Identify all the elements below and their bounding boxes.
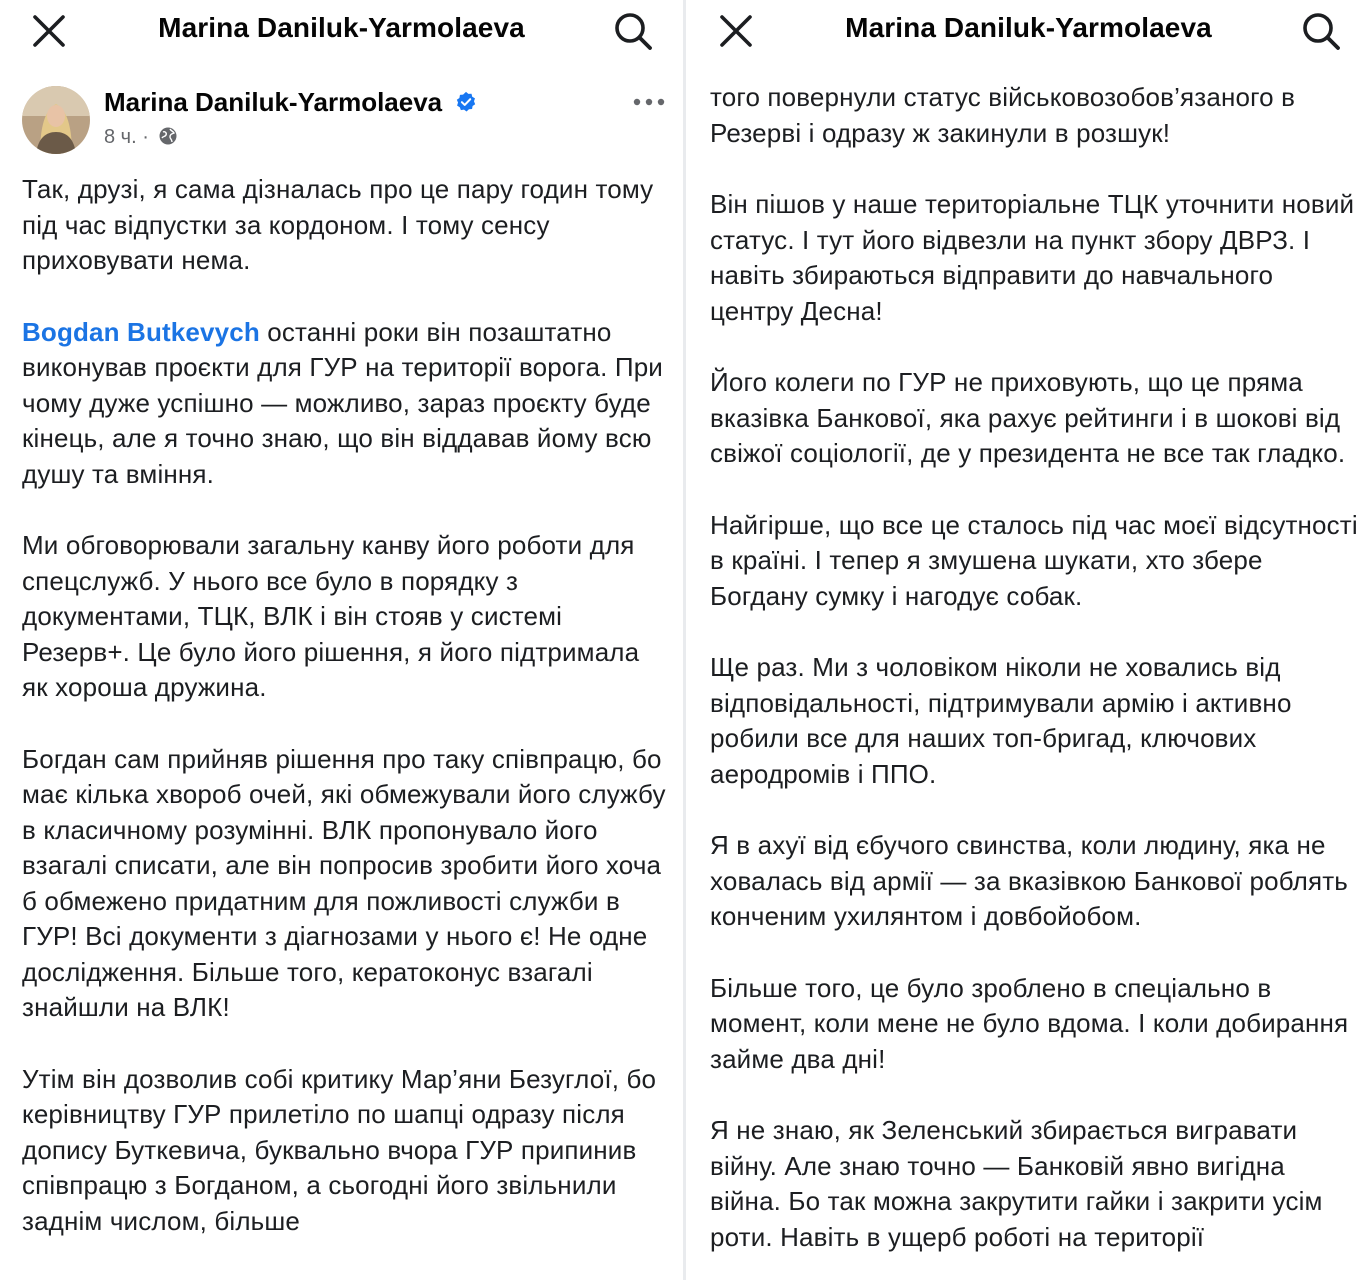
post-paragraph: Bogdan Butkevych останні роки він позаштатно виконував проєкти для ГУР на території ворога. При чому дуже успішно — можливо, зараз проєкту буде кінець, але я точно знаю, що він віддавав йому всю душу та вміння. <box>22 316 663 489</box>
post-body <box>710 80 1360 1280</box>
more-options-icon[interactable] <box>632 96 666 108</box>
avatar[interactable] <box>22 86 90 154</box>
post-meta <box>104 126 178 149</box>
post-paragraph: Я не знаю, як Зеленський збирається вигравати війну. Але знаю точно — Банковій явно вигідна війна. Бо так можна закрутити гайки і закрити усім роти. Навіть в ущерб роботі на території <box>710 1115 1323 1252</box>
search-icon[interactable] <box>1300 10 1342 52</box>
post-paragraph: Утім він дозволив собі критику Мар’яни Безуглої, бо керівництву ГУР прилетіло по шапці одразу після допису Буткевича, буквально вчора ГУР припинив співпрацю з Богданом, а сьогодні його звільнили заднім числом, більше <box>22 1063 657 1236</box>
post-paragraph: Найгірше, що все це сталось під час моєї відсутності в країні. І тепер я змушена шукати, хто збере Богдану сумку і нагодує собак. <box>710 509 1358 611</box>
post-paragraph: Його колеги по ГУР не приховують, що це пряма вказівка Банкової, яка рахує рейтинги і в шокові від свіжої соціології, де у президента не все так гладко. <box>710 367 1346 468</box>
post-body <box>22 172 670 1275</box>
post-paragraph: Він пішов у наше територіальне ТЦК уточнити новий статус. І тут його відвезли на пункт збору ДВРЗ. І навіть збираються відправити до навчального центру Десна! <box>710 189 1355 326</box>
post-paragraph: Ще раз. Ми з чоловіком ніколи не ховались від відповідальності, підтримували армію і активно робили все для наших топ-бригад, ключових аеродромів і ППО. <box>710 652 1292 789</box>
post-paragraph: того повернули статус військовозобов’язаного в Резерві і одразу ж закинули в розшук! <box>710 82 1296 148</box>
post-paragraph: Ми обговорювали загальну канву його роботи для спецслужб. У нього все було в порядку з документами, ТЦК, ВЛК і він стояв у системі Резерв+. Це було його рішення, я його підтримала як хороша дружина. <box>22 530 640 702</box>
globe-icon <box>158 126 178 146</box>
top-bar <box>686 0 1371 62</box>
right-screenshot-panel <box>686 0 1371 1280</box>
post-author-row <box>0 82 683 162</box>
header-title: Marina Daniluk-Yarmolaeva <box>845 12 1212 43</box>
post-paragraph: Я в ахуї від єбучого свинства, коли людину, яка не ховалась від армії — за вказівкою Банкової роблять конченим ухилянтом і довбойобом. <box>710 830 1348 931</box>
author-name[interactable]: Marina Daniluk-Yarmolaeva <box>104 87 477 118</box>
mention-link[interactable]: Bogdan Butkevych <box>22 316 260 347</box>
post-paragraph: Так, друзі, я сама дізналась про це пару годин тому під час відпустки за кордоном. І тому сенсу приховувати нема. <box>22 174 654 275</box>
search-icon[interactable] <box>612 10 654 52</box>
verified-badge-icon <box>455 91 477 113</box>
header-title: Marina Daniluk-Yarmolaeva <box>158 12 525 43</box>
post-paragraph: Богдан сам прийняв рішення про таку співпрацю, бо має кілька хвороб очей, які обмежували його службу в класичному розумінні. ВЛК пропонувало його взагалі списати, але він попросив зробити його хоча б обмежено придатним для пожливості служби в ГУР! Всі документи з діагнозами у нього є! Не одне дослідження. Більше того, кератоконус взагалі знайшли на ВЛК! <box>22 743 666 1022</box>
post-paragraph: Більше того, це було зроблено в спеціально в момент, коли мене не було вдома. І коли добирання займе два дні! <box>710 972 1349 1074</box>
post-time[interactable]: 8 ч. <box>104 126 137 148</box>
top-bar <box>0 0 683 62</box>
left-screenshot-panel <box>0 0 683 1280</box>
meta-separator: · <box>142 126 149 148</box>
